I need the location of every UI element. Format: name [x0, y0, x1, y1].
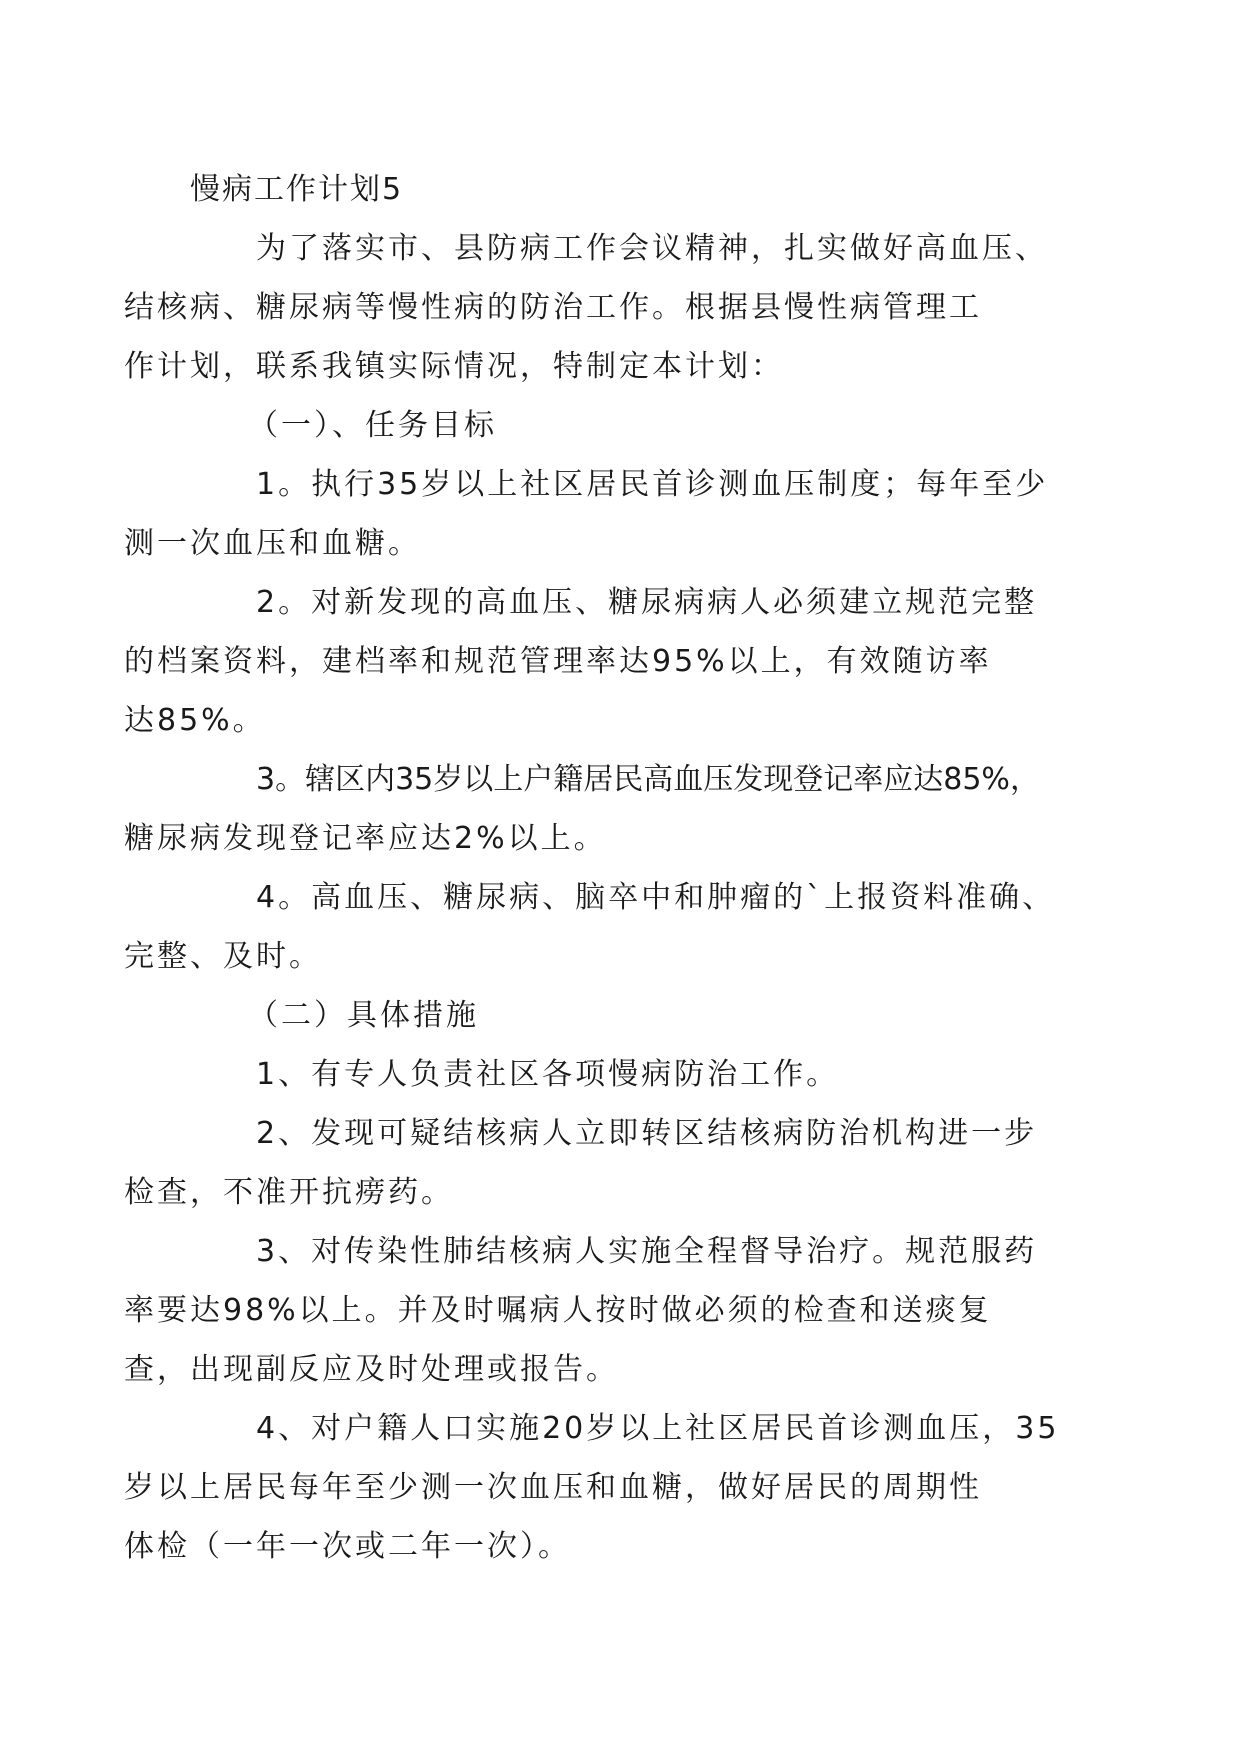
paragraph-goal-2	[124, 573, 1070, 750]
text-line: 1、有专人负责社区各项慢病防治工作。	[256, 1057, 840, 1092]
text-line: 3。辖区内35岁以上户籍居民高血压发现登记率应达85%，	[256, 762, 1040, 797]
document-body	[124, 160, 1070, 1576]
text-line: 检查，不准开抗痨药。	[124, 1175, 454, 1210]
text-line: 达85%。	[124, 703, 266, 738]
text-line: （一）、任务目标	[248, 408, 497, 443]
text-line: 4。高血压、糖尿病、脑卒中和肿瘤的`上报资料准确、	[256, 880, 1056, 915]
paragraph-measure-3	[124, 1222, 1070, 1399]
paragraph-measure-1	[190, 1045, 1070, 1104]
paragraph-measure-2	[124, 1104, 1070, 1222]
paragraph-measure-4	[124, 1399, 1070, 1576]
text-line: 为了落实市、县防病工作会议精神，扎实做好高血压、	[256, 231, 1048, 266]
section-heading-measures	[190, 986, 1070, 1045]
text-line: 2。对新发现的高血压、糖尿病病人必须建立规范完整	[256, 585, 1038, 620]
text-line: 作计划，联系我镇实际情况，特制定本计划：	[124, 349, 784, 384]
paragraph-goal-4	[124, 868, 1070, 986]
text-line: 的档案资料，建档率和规范管理率达95%以上，有效随访率	[124, 644, 992, 679]
text-line: 体检（一年一次或二年一次）。	[124, 1529, 571, 1564]
text-line: （二）具体措施	[248, 998, 479, 1033]
text-line: 3、对传染性肺结核病人实施全程督导治疗。规范服药	[256, 1234, 1038, 1269]
paragraph-goal-3	[124, 750, 1070, 868]
text-line: 糖尿病发现登记率应达2%以上。	[124, 821, 607, 856]
text-line: 结核病、糖尿病等慢性病的防治工作。根据县慢性病管理工	[124, 290, 982, 325]
section-heading-goals	[190, 396, 1070, 455]
text-line: 1。执行35岁以上社区居民首诊测血压制度；每年至少	[256, 467, 1049, 502]
paragraph-intro	[124, 219, 1070, 396]
text-line: 测一次血压和血糖。	[124, 526, 421, 561]
text-line: 完整、及时。	[124, 939, 322, 974]
text-line: 岁以上居民每年至少测一次血压和血糖，做好居民的周期性	[124, 1470, 982, 1505]
text-line: 4、对户籍人口实施20岁以上社区居民首诊测血压，35	[256, 1411, 1060, 1446]
paragraph-goal-1	[124, 455, 1070, 573]
document-title: 慢病工作计划5	[190, 172, 404, 207]
text-line: 查，出现副反应及时处理或报告。	[124, 1352, 619, 1387]
text-line: 2、发现可疑结核病人立即转区结核病防治机构进一步	[256, 1116, 1038, 1151]
text-line: 率要达98%以上。并及时嘱病人按时做必须的检查和送痰复	[124, 1293, 992, 1328]
